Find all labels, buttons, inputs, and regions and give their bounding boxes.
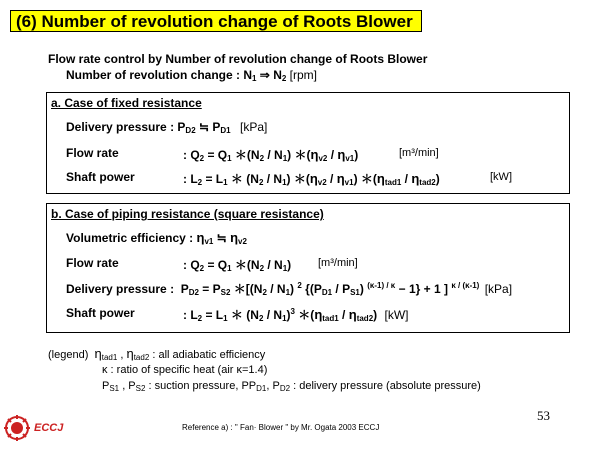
page-title: (6) Number of revolution change of Roots Blower — [16, 12, 413, 31]
eccj-logo-icon — [4, 415, 30, 441]
logo-text: ECCJ — [34, 422, 64, 434]
legend-line-2: κ : ratio of specific heat (air κ=1.4) — [102, 364, 268, 376]
legend-line-1: (legend) $\eta_{tad1}$ , $\eta_{tad2}$ : all adiabatic efficiency — [48, 346, 266, 362]
case-b-heading: b. Case of piping resistance (square resistance) — [51, 207, 324, 221]
case-a-delivery-row: Delivery pressure : $P_{D2}$ ≒ $P_{D1}$ [kPa] — [66, 120, 268, 135]
case-a-shaft-label: Shaft power — [66, 170, 135, 184]
case-a-shaft-formula: : $L_2 = L_1$ ＊ $(N_2 / N_1)$ $*(\eta_{v2} / \eta_{v1})$ $*(\eta_{tad1} / \eta_{tad2})$ — [183, 171, 440, 187]
case-b-shaft-label: Shaft power — [66, 306, 135, 320]
case-a-flow-unit: [m³/min] — [399, 147, 439, 159]
case-a-heading: a. Case of fixed resistance — [51, 96, 202, 110]
case-b-delivery-row: Delivery pressure : $P_{D2} = P_{S2}$ $*[(N_2 / N_1)$ $^2$ $\{(P_{D1} / P_{S1}) ^{(\kappa-1) / \kappa} - 1\} + 1$ ] $^{\kappa / (\kappa-1)}$ [kPa] — [66, 281, 513, 297]
case-b-shaft-formula: : $L_2 = L_1$ ＊ $(N_2 / N_1)^3$ $*(\eta_{tad1} / \eta_{tad2})$ [kW] — [183, 307, 409, 323]
legend-line-3: $P_{S1}$ , $P_{S2}$ : suction pressure, $PP_{D1}$, $P_{D2}$ : delivery pressure (absolute pressure) — [102, 380, 481, 393]
intro-line-2: Number of revolution change : $N_1$ ⇒ $N_2$ [rpm] — [66, 68, 317, 83]
intro-line-1: Flow rate control by Number of revolution change of Roots Blower — [48, 52, 428, 66]
case-a-flow-label: Flow rate — [66, 146, 119, 160]
case-b-flow-label: Flow rate — [66, 256, 119, 270]
reference-note: Reference a) : " Fan· Blower " by Mr. Ogata 2003 ECCJ — [182, 423, 380, 432]
case-b-vol-row: Volumetric efficiency : $\eta_{v1}$ ≒ $\eta_{v2}$ — [66, 230, 247, 246]
page-number: 53 — [537, 408, 550, 423]
case-a-shaft-unit: [kW] — [490, 171, 512, 183]
case-b-flow-formula: : $Q_2 = Q_1$ $*(N_2 / N_1)$ — [183, 258, 292, 273]
case-a-flow-formula: : $Q_2 = Q_1$ $*(N_2 / N_1)$ $*(\eta_{v2} / \eta_{v1})$ — [183, 147, 359, 163]
case-b-flow-unit: [m³/min] — [318, 257, 358, 269]
